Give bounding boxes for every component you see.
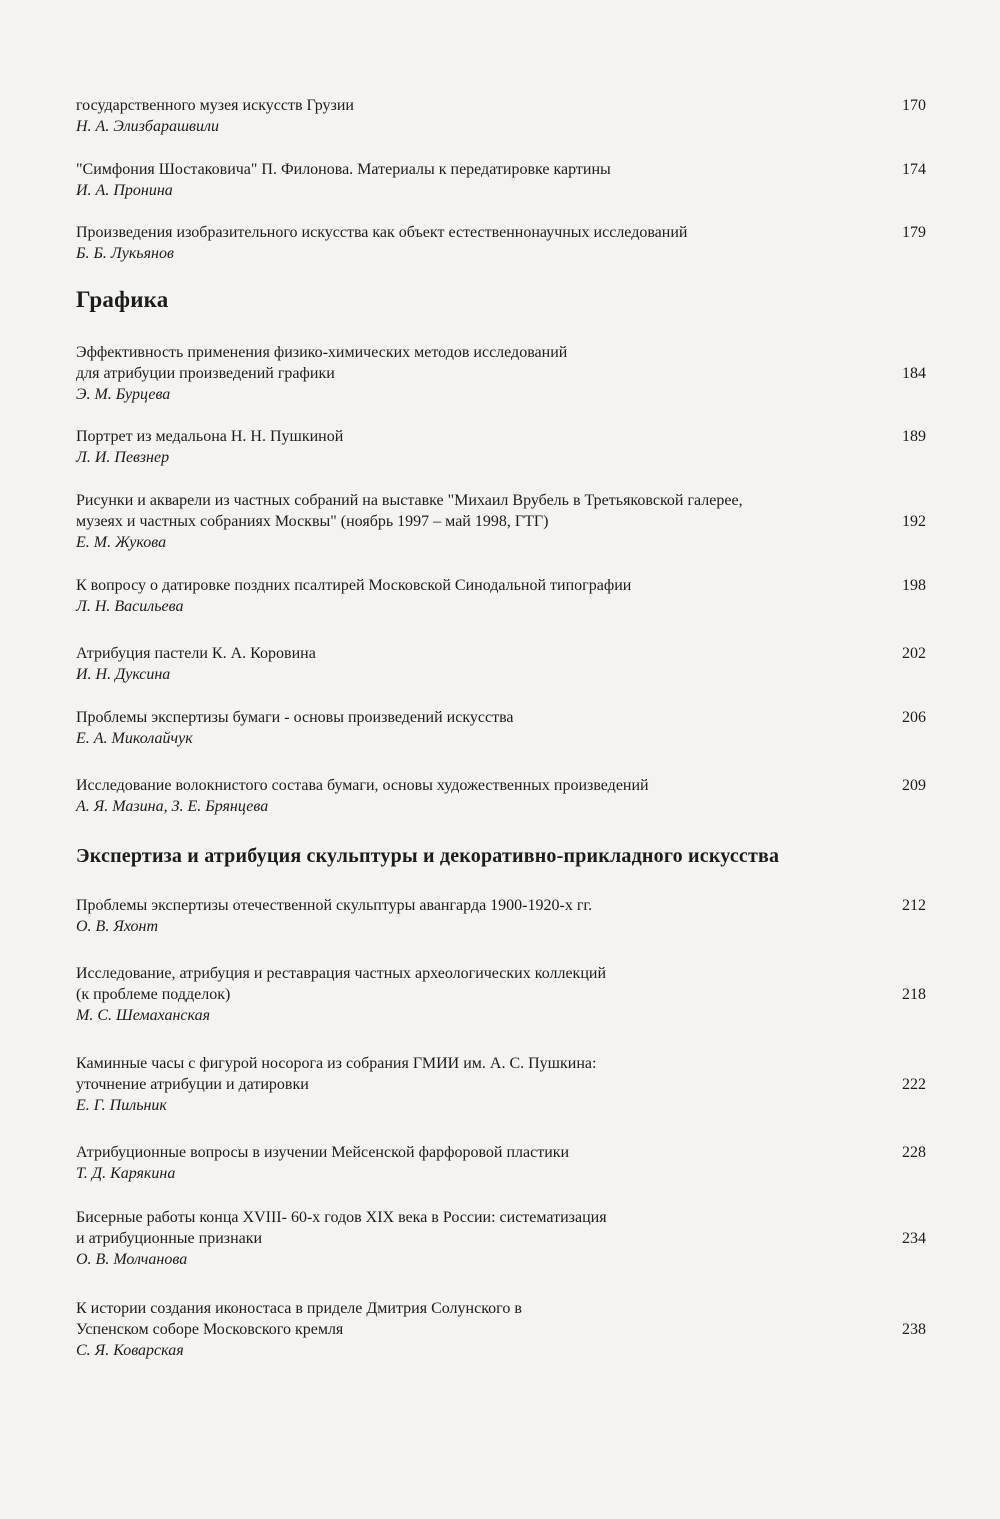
entry-title-continued: и атрибуционные признаки [76,1230,263,1247]
toc-entry [76,1207,926,1270]
entry-title: Бисерные работы конца XVIII- 60-х годов XIX века в России: систематизация [76,1209,607,1226]
entry-author: О. В. Молчанова [76,1251,188,1268]
entry-author: Е. М. Жукова [76,534,167,551]
entry-title-continued: Успенском соборе Московского кремля [76,1321,344,1338]
entry-page-number: 228 [902,1144,926,1161]
entry-title: Исследование волокнистого состава бумаги, основы художественных произведений [76,777,649,794]
section-heading: Экспертиза и атрибуция скульптуры и декоративно-прикладного искусства [76,845,780,867]
entry-page-number: 184 [902,365,926,382]
toc-entry [76,963,926,1026]
entry-title: Каминные часы с фигурой носорога из собрания ГМИИ им. А. С. Пушкина: [76,1055,597,1072]
toc-entry [76,342,926,405]
toc-entry [76,1298,926,1361]
toc-entry [76,575,926,617]
toc-entry [76,490,926,553]
entry-page-number: 222 [902,1076,926,1093]
entry-page-number: 179 [902,224,926,241]
entry-author: Н. А. Элизбарашвили [76,118,219,135]
entry-page-number: 198 [902,577,926,594]
entry-author: Т. Д. Карякина [76,1165,176,1182]
entry-title: Рисунки и акварели из частных собраний на выставке "Михаил Врубель в Третьяковской галерее, [76,492,743,509]
entry-page-number: 212 [902,897,926,914]
entry-author: Э. М. Бурцева [76,386,171,403]
toc-entry [76,707,926,749]
section-heading: Графика [76,287,169,312]
entry-author: М. С. Шемаханская [76,1007,211,1024]
entry-title-continued: музеях и частных собраниях Москвы" (ноябрь 1997 – май 1998, ГТГ) [76,513,549,530]
entry-title: Проблемы экспертизы бумаги - основы произведений искусства [76,709,514,726]
toc-entry [76,222,926,264]
entry-author: И. Н. Дуксина [76,666,171,683]
entry-title-continued: для атрибуции произведений графики [76,365,335,382]
entry-title: Произведения изобразительного искусства как объект естественнонаучных исследований [76,224,688,241]
entry-author: Л. Н. Васильева [76,598,184,615]
entry-title: Исследование, атрибуция и реставрация частных археологических коллекций [76,965,607,982]
entry-title: Атрибуционные вопросы в изучении Мейсенской фарфоровой пластики [76,1144,570,1161]
toc-entry [76,1142,926,1184]
entry-author: А. Я. Мазина, З. Е. Брянцева [76,798,269,815]
entry-page-number: 170 [902,97,926,114]
entry-author: Б. Б. Лукьянов [76,245,174,262]
entry-author: Л. И. Певзнер [76,449,170,466]
entry-author: О. В. Яхонт [76,918,159,935]
toc-entry [76,1053,926,1116]
toc-entry [76,95,926,137]
toc-entry [76,895,926,937]
entry-author: Е. А. Миколайчук [76,730,193,747]
entry-page-number: 189 [902,428,926,445]
entry-title: "Симфония Шостаковича" П. Филонова. Материалы к передатировке картины [76,161,611,178]
entry-page-number: 234 [902,1230,926,1247]
entry-title: Эффективность применения физико-химических методов исследований [76,344,568,361]
entry-page-number: 202 [902,645,926,662]
toc-entry [76,643,926,685]
entry-page-number: 218 [902,986,926,1003]
entry-author: И. А. Пронина [76,182,173,199]
entry-page-number: 209 [902,777,926,794]
entry-author: С. Я. Коварская [76,1342,184,1359]
entry-page-number: 174 [902,161,926,178]
entry-title: государственного музея искусств Грузии [76,97,354,114]
toc-entry [76,159,926,201]
entry-author: Е. Г. Пильник [76,1097,167,1114]
entry-page-number: 238 [902,1321,926,1338]
entry-title: К истории создания иконостаса в приделе Дмитрия Солунского в [76,1300,522,1317]
entry-page-number: 206 [902,709,926,726]
entry-page-number: 192 [902,513,926,530]
entry-title-continued: (к проблеме подделок) [76,986,231,1003]
entry-title-continued: уточнение атрибуции и датировки [76,1076,309,1093]
entry-title: Портрет из медальона Н. Н. Пушкиной [76,428,344,445]
entry-title: К вопросу о датировке поздних псалтирей Московской Синодальной типографии [76,577,632,594]
entry-title: Атрибуция пастели К. А. Коровина [76,645,316,662]
toc-entry [76,426,926,468]
entry-title: Проблемы экспертизы отечественной скульптуры авангарда 1900-1920-х гг. [76,897,593,914]
toc-entry [76,775,926,817]
